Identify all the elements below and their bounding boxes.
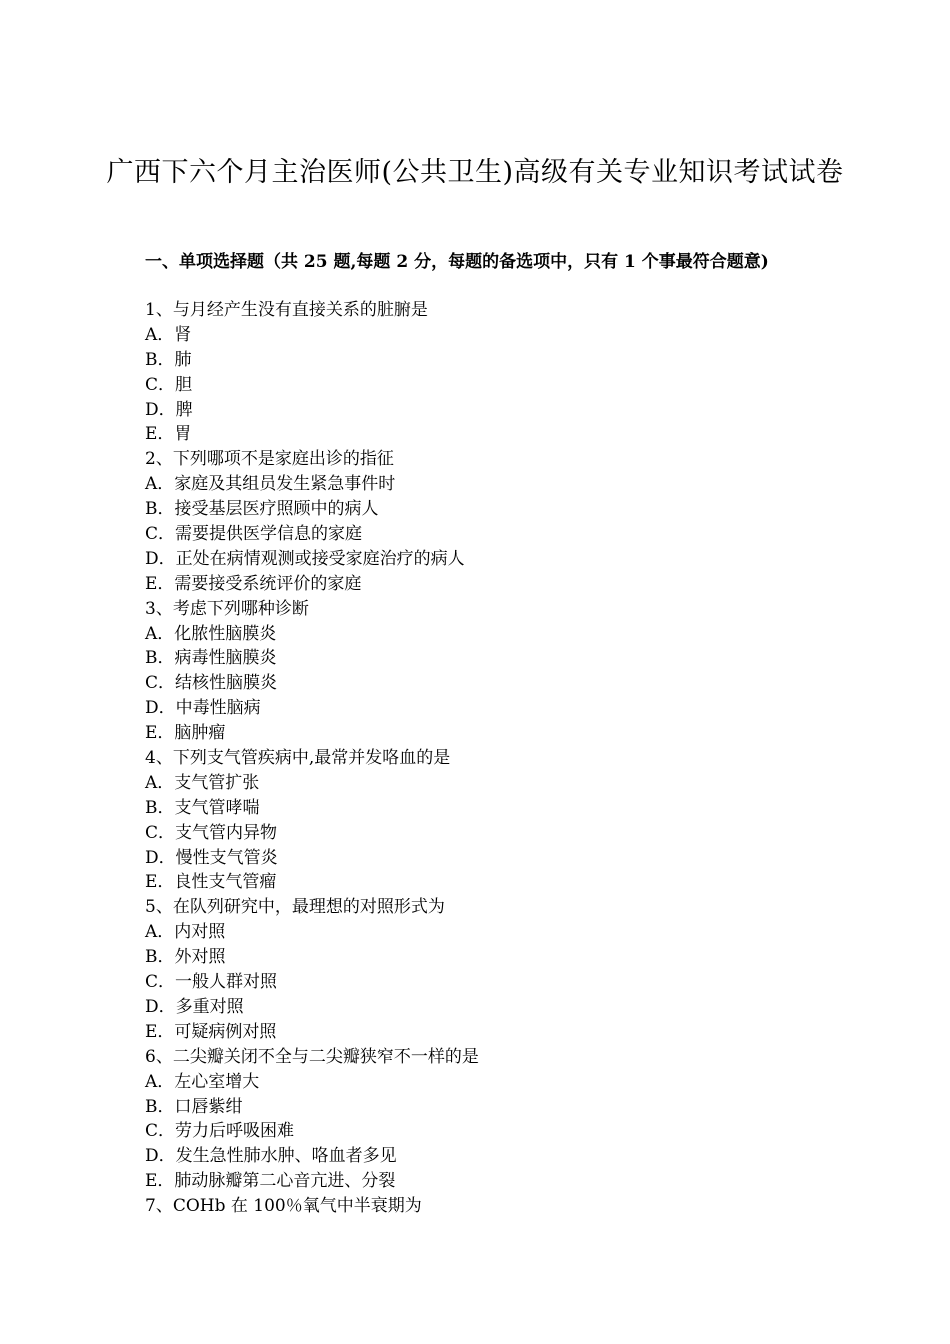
answer-option: C．劳力后呼吸困难	[145, 1121, 295, 1142]
document-title: 广西下六个月主治医师(公共卫生)高级有关专业知识考试试卷	[106, 157, 844, 188]
question-stem: 1、与月经产生没有直接关系的脏腑是	[145, 300, 428, 320]
answer-option: E．脑肿瘤	[145, 723, 226, 744]
answer-option: B．病毒性脑膜炎	[145, 648, 277, 669]
answer-option: D．脾	[145, 399, 193, 420]
answer-option: B．支气管哮喘	[145, 797, 260, 818]
answer-option: B．外对照	[145, 947, 226, 968]
answer-option: A．内对照	[145, 922, 226, 943]
answer-option: D．发生急性肺水肿、咯血者多见	[145, 1146, 397, 1167]
answer-option: C．支气管内异物	[145, 822, 278, 843]
question-stem: 7、COHb 在 100％氧气中半衰期为	[145, 1196, 422, 1217]
answer-option: A．肾	[145, 324, 192, 345]
answer-option: D．慢性支气管炎	[145, 847, 278, 868]
answer-option: D．多重对照	[145, 996, 244, 1017]
question-list	[145, 298, 815, 1219]
answer-option: E．胃	[145, 424, 192, 445]
answer-option: E．需要接受系统评价的家庭	[145, 573, 362, 594]
answer-option: D．正处在病情观测或接受家庭治疗的病人	[145, 548, 465, 569]
answer-option: A．支气管扩张	[145, 772, 260, 793]
answer-option: B．口唇紫绀	[145, 1096, 243, 1117]
section-heading: 一、单项选择题（共 25 题,每题 2 分，每题的备选项中，只有 1 个事最符合题意)	[145, 252, 769, 272]
answer-option: C．需要提供医学信息的家庭	[145, 524, 363, 545]
answer-option: C．胆	[145, 374, 193, 395]
answer-option: C．一般人群对照	[145, 972, 278, 993]
answer-option: A．化脓性脑膜炎	[145, 623, 277, 644]
answer-option: A．左心室增大	[145, 1071, 260, 1092]
answer-option: C．结核性脑膜炎	[145, 673, 278, 694]
question-stem: 4、下列支气管疾病中,最常并发咯血的是	[145, 748, 451, 769]
question-stem: 6、二尖瓣关闭不全与二尖瓣狭窄不一样的是	[145, 1046, 479, 1067]
question-stem: 2、下列哪项不是家庭出诊的指征	[145, 449, 394, 470]
answer-option: A．家庭及其组员发生紧急事件时	[145, 474, 396, 495]
question-stem: 5、在队列研究中，最理想的对照形式为	[145, 897, 445, 918]
answer-option: B．肺	[145, 349, 192, 370]
answer-option: E．良性支气管瘤	[145, 872, 277, 893]
question-stem: 3、考虑下列哪种诊断	[145, 598, 309, 619]
answer-option: E．可疑病例对照	[145, 1021, 277, 1042]
answer-option: D．中毒性脑病	[145, 698, 261, 719]
answer-option: B．接受基层医疗照顾中的病人	[145, 499, 379, 520]
answer-option: E．肺动脉瓣第二心音亢进、分裂	[145, 1171, 396, 1192]
